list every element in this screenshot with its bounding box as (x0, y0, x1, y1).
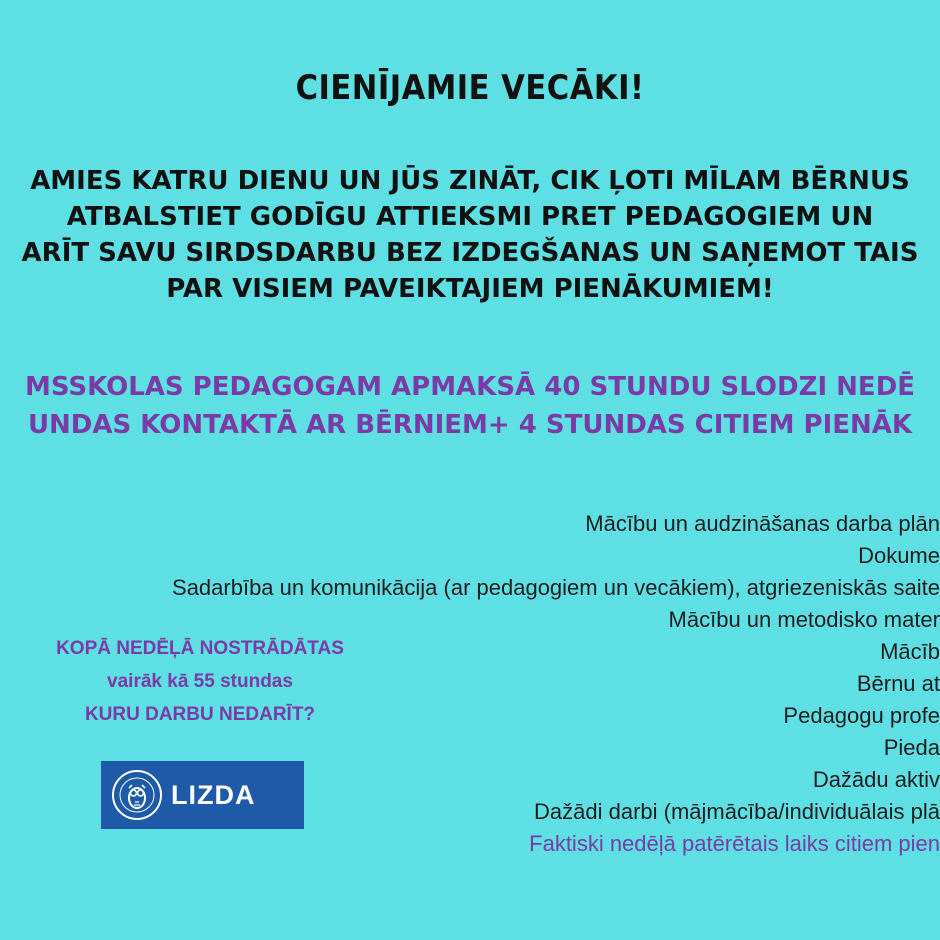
appeal-line: AMIES KATRU DIENU UN JŪS ZINĀT, CIK ĻOTI MĪLAM BĒRNUS (30, 166, 910, 196)
highlight-line: UNDAS KONTAKTĀ AR BĒRNIEM+ 4 STUNDAS CITIEM PIENĀK (27, 410, 913, 440)
appeal-line: ATBALSTIET GODĪGU ATTIEKSMI PRET PEDAGOGIEM UN (66, 202, 874, 232)
lizda-logo (101, 761, 304, 829)
task-total: Faktiski nedēļā patērētais laiks citiem pien (529, 831, 940, 856)
task-item: Dokume (858, 543, 940, 568)
task-item: Sadarbība un komunikācija (ar pedagogiem un vecākiem), atgriezeniskās saite (172, 575, 940, 600)
task-item: Pieda (883, 735, 940, 760)
task-item: Mācīb (880, 639, 940, 664)
summary-line: KOPĀ NEDĒĻĀ NOSTRĀDĀTAS (56, 638, 344, 659)
appeal-message (0, 163, 940, 307)
task-item: Dažādi darbi (mājmācība/individuālais plā (534, 799, 940, 824)
summary-line: KURU DARBU NEDARĪT? (84, 704, 316, 725)
task-item: Bērnu at (856, 671, 940, 696)
task-item: Mācību un metodisko mater (668, 607, 940, 632)
workload-highlight (0, 368, 940, 444)
appeal-line: ARĪT SAVU SIRDSDARBU BEZ IZDEGŠANAS UN SAŅEMOT TAIS (21, 238, 919, 268)
page-title: CIENĪJAMIE VECĀKI! (295, 68, 645, 108)
task-item: Mācību un audzināšanas darba plān (585, 511, 940, 536)
owl-emblem-icon (111, 769, 163, 821)
summary-line: vairāk kā 55 stundas (107, 671, 293, 692)
task-item: Dažādu aktiv (812, 767, 940, 792)
logo-text: LIZDA (171, 779, 256, 810)
appeal-line: PAR VISIEM PAVEIKTAJIEM PIENĀKUMIEM! (166, 274, 774, 304)
weekly-summary (0, 632, 400, 731)
task-item: Pedagogu profe (783, 703, 940, 728)
highlight-line: MSSKOLAS PEDAGOGAM APMAKSĀ 40 STUNDU SLODZI NEDĒ (24, 372, 916, 402)
